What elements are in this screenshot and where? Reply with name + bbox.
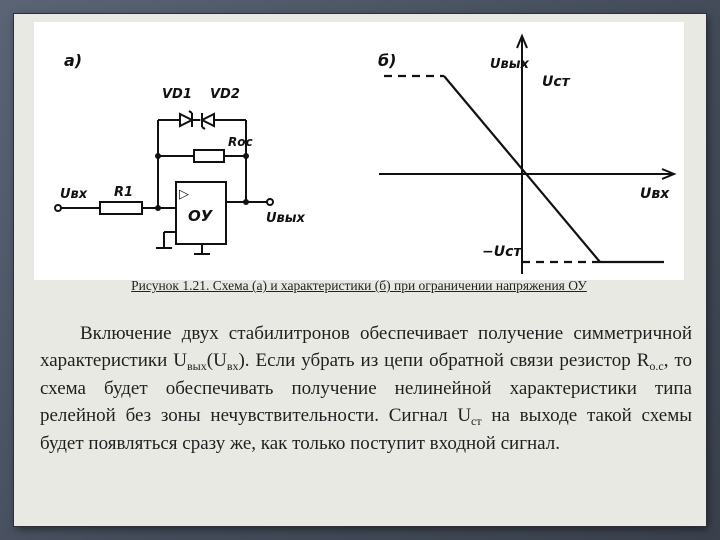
subscript: о.с [649,359,664,374]
opamp-symbol: ▷ [179,187,189,202]
zener-diodes [180,111,214,129]
slide [14,14,706,526]
output-terminal [267,199,273,205]
node-dot [243,153,249,159]
part-a-label: а) [64,51,83,70]
characteristic-curve [384,76,664,262]
node-dot [155,153,161,159]
roc-label: Rос [228,135,253,149]
uout-label: Uвых [266,211,305,226]
subscript: вых [187,359,207,374]
text-run: ). Если убрать из цепи обратной связи резистор R [238,350,650,372]
text-run: , то схема будет обеспечивать получение нелинейной характеристики типа релейной без зоны нечувствительности. Сигнал U [40,350,692,427]
uout-axis-label: Uвых [490,57,529,72]
part-b-label: б) [378,51,397,70]
text-run: на выходе такой схемы будет появляться сразу же, как только поступит входной сигнал. [40,405,692,454]
resistor-roc [194,150,224,162]
neg-ust-level-label: −Uст [482,244,522,260]
text-run: (U [206,350,227,372]
vd2-label: VD2 [210,87,240,102]
node-dot [243,199,249,205]
body-paragraph [40,320,692,457]
opamp-label: ОУ [188,207,213,225]
r1-label: R1 [114,185,134,200]
subscript: вх [226,359,239,374]
resistor-r1 [100,202,142,214]
figure-drawing [34,22,684,280]
vd1-label: VD1 [162,87,192,102]
figure [34,22,684,280]
node-dot [155,205,161,211]
figure-caption: Рисунок 1.21. Схема (а) и характеристики (б) при ограничении напряжения ОУ [131,278,587,293]
uin-label: Uвх [60,187,88,202]
text-run: Включение двух стабилитронов обеспечивает получение симметричной характеристики U [40,323,692,372]
subscript: ст [471,414,482,429]
ust-level-label: Uст [542,74,570,90]
input-terminal [55,205,61,211]
uin-axis-label: Uвх [640,186,670,202]
